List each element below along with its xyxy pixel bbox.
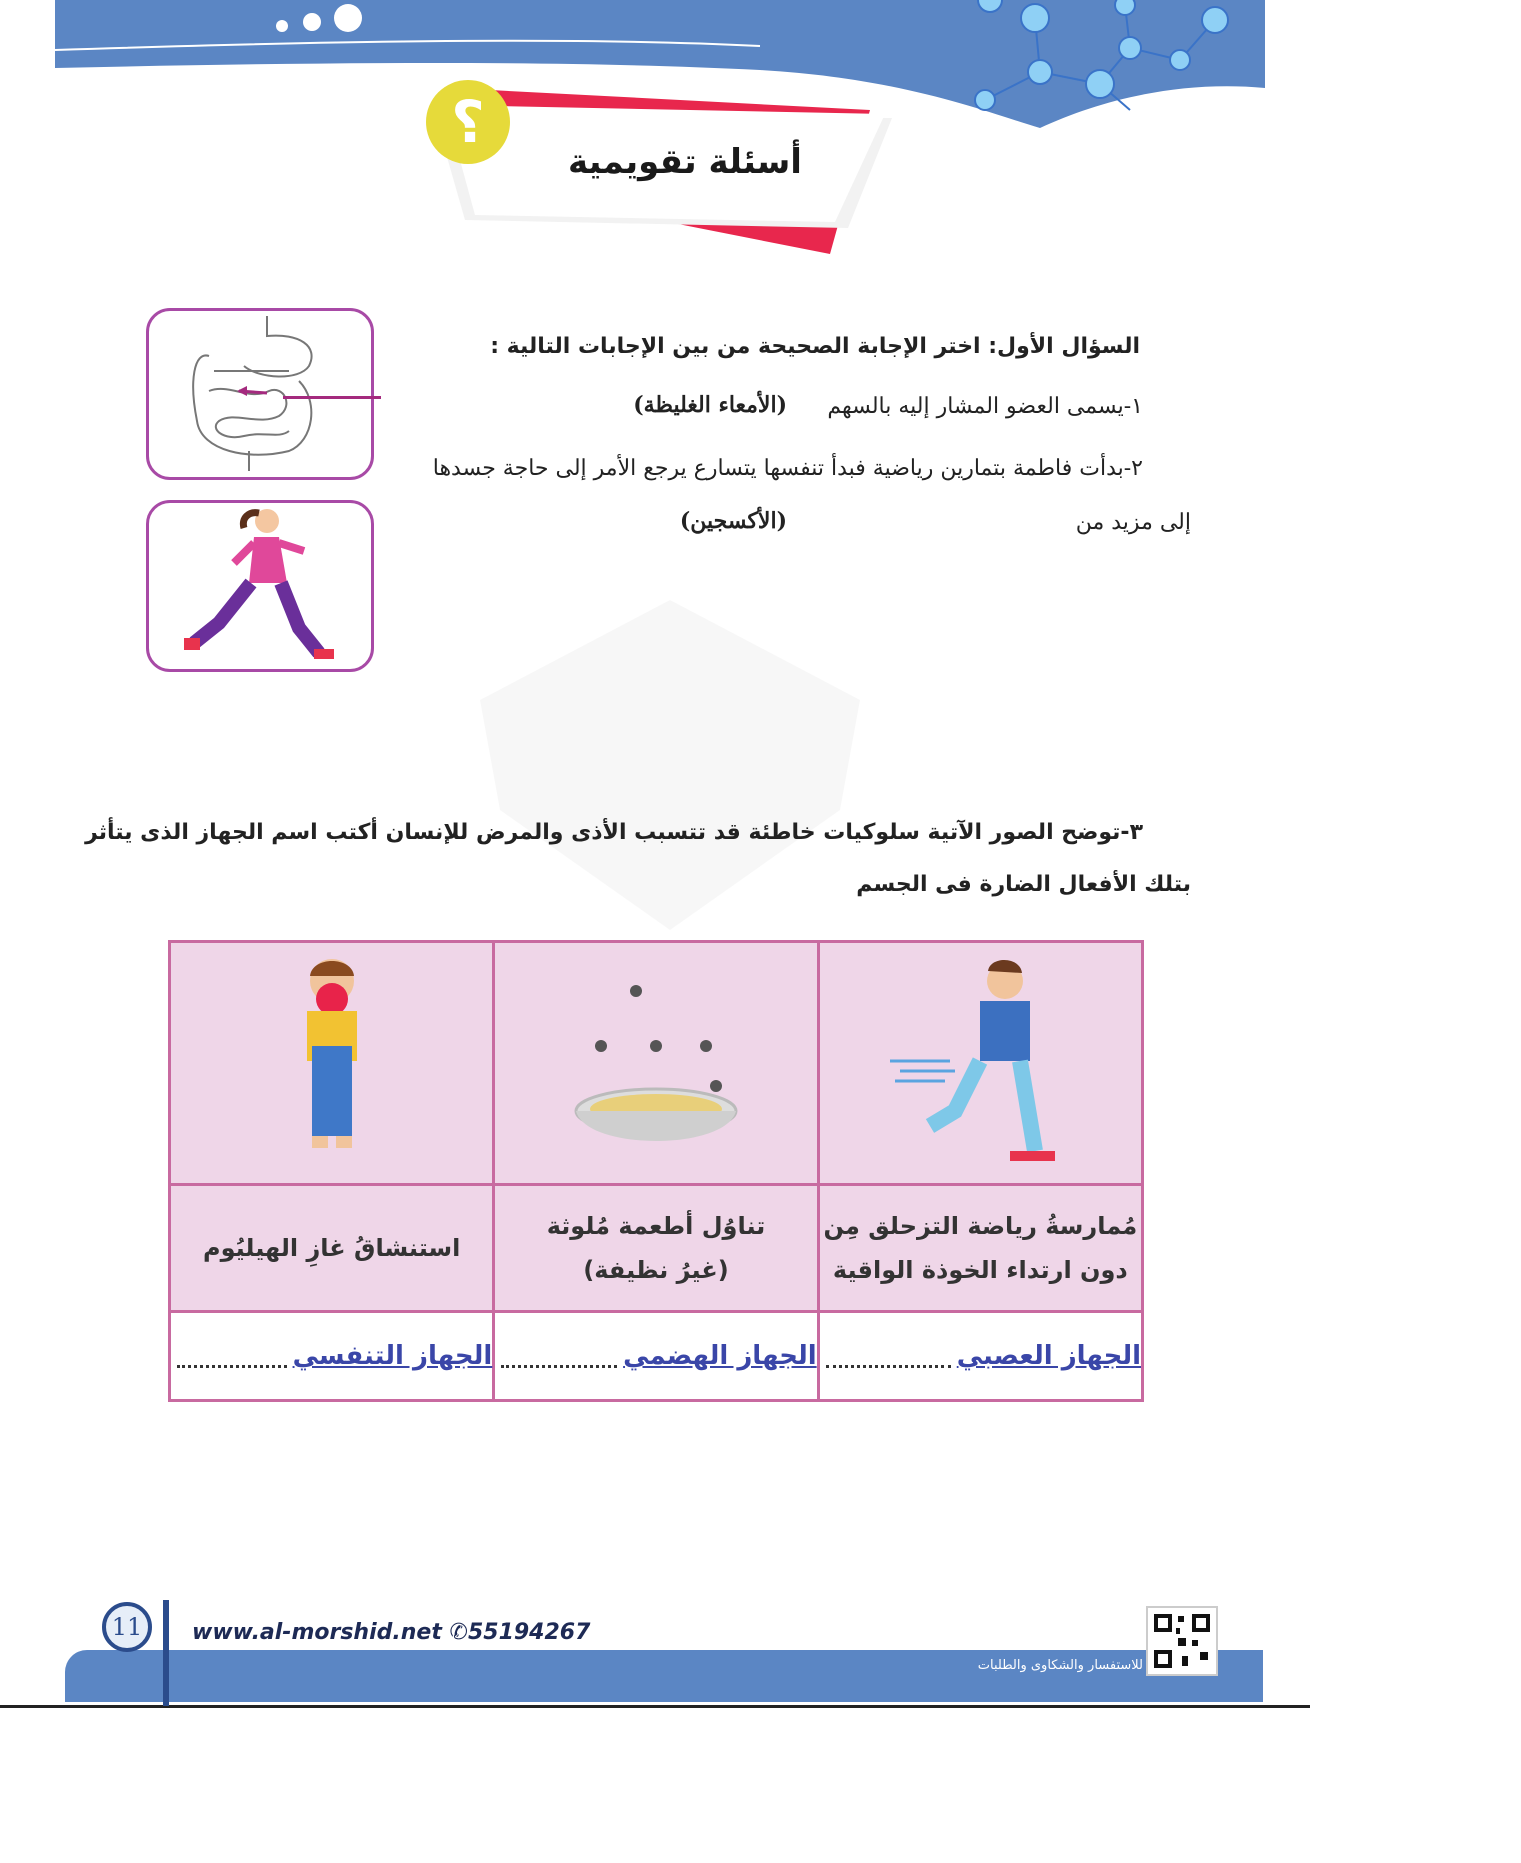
contact-note: للاستفسار والشكاوى والطلبات xyxy=(977,1658,1143,1673)
website-contact[interactable] xyxy=(192,1620,590,1645)
answer-dots xyxy=(501,1345,617,1368)
digestive-system-icon xyxy=(149,311,371,477)
answer-dots xyxy=(826,1345,951,1368)
phone-number: ✆55194267 xyxy=(449,1620,591,1645)
boy-balloon-icon xyxy=(272,951,392,1171)
intestine-image xyxy=(146,308,374,480)
runner-image xyxy=(146,500,374,672)
qr-code-icon[interactable] xyxy=(1146,1606,1218,1676)
helium-image-cell xyxy=(170,942,494,1185)
behavior-line: استنشاقُ غازِ الهيليُوم xyxy=(202,1234,461,1262)
page-title: أسئلة تقويمية xyxy=(568,142,802,182)
food-bowl-flies-icon xyxy=(566,961,746,1161)
food-behavior-text xyxy=(494,1185,818,1312)
question-1-title: السؤال الأول: اختر الإجابة الصحيحة من بين الإجابات التالية : xyxy=(490,334,1140,359)
answer-nervous: الجهاز العصبي xyxy=(956,1341,1141,1371)
answer-dots xyxy=(177,1345,287,1368)
page-number: 11 xyxy=(102,1602,152,1652)
footer-vertical-bar xyxy=(163,1600,169,1706)
answer-cell-nervous xyxy=(818,1312,1142,1401)
pointer-arrow-line xyxy=(283,396,381,399)
question-3-line-2: بتلك الأفعال الضارة فى الجسم xyxy=(856,872,1191,897)
question-1-item-2-line-2: إلى مزيد من xyxy=(1075,510,1191,535)
answer-digestive: الجهاز الهضمي xyxy=(623,1341,817,1371)
behavior-line: مُمارسةُ رياضة التزحلق مِن xyxy=(823,1212,1138,1240)
footer-divider xyxy=(0,1705,1310,1708)
skating-image-cell xyxy=(818,942,1142,1185)
website-link[interactable]: www.al-morshid.net xyxy=(192,1620,442,1645)
answer-respiratory: الجهاز التنفسي xyxy=(292,1341,493,1371)
helium-behavior-text xyxy=(170,1185,494,1312)
question-1-item-1: ١-يسمى العضو المشار إليه بالسهم xyxy=(827,394,1143,419)
skater-boy-icon xyxy=(880,951,1080,1171)
behavior-table xyxy=(168,940,1144,1402)
question-1-answer-2: (الأكسجين) xyxy=(679,508,787,534)
question-badge-icon: ؟ xyxy=(426,80,510,164)
behavior-line: تناوُل أطعمة مُلوثة xyxy=(546,1212,766,1240)
running-girl-icon xyxy=(149,503,371,669)
behavior-line: (غيرُ نظيفة) xyxy=(583,1256,729,1284)
answer-cell-respiratory xyxy=(170,1312,494,1401)
contaminated-food-image-cell xyxy=(494,942,818,1185)
question-3-line-1: ٣-توضح الصور الآتية سلوكيات خاطئة قد تتسبب الأذى والمرض للإنسان أكتب اسم الجهاز الذى يتأثر xyxy=(85,820,1143,845)
behavior-line: دون ارتداء الخوذة الواقية xyxy=(832,1256,1128,1284)
question-1-item-2-line-1: ٢-بدأت فاطمة بتمارين رياضية فبدأ تنفسها يتسارع يرجع الأمر إلى حاجة جسدها xyxy=(432,456,1143,481)
question-1-answer-1: (الأمعاء الغليظة) xyxy=(633,392,787,418)
skating-behavior-text xyxy=(818,1185,1142,1312)
answer-cell-digestive xyxy=(494,1312,818,1401)
